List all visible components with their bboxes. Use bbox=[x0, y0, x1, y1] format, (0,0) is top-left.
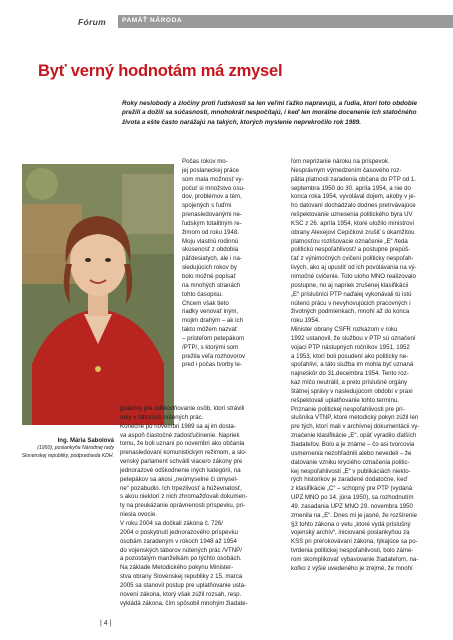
body-line: platnosťou rozlišovacie označenie „E“ /teda bbox=[291, 237, 408, 245]
body-line: rešpektovali uplatňovanie tohto termínu. bbox=[291, 396, 400, 404]
body-line: V roku 2004 sa dočkali zákona č. 726/ bbox=[120, 519, 223, 527]
body-column-right bbox=[291, 158, 447, 574]
body-line: z klasifikácie „C“ – schopný pre PTP (vydaná bbox=[291, 485, 413, 493]
body-line: Nesprávnym výmedzením časového roz- bbox=[291, 166, 402, 174]
body-line: usmernenia nezohľadnili alebo nevedeli – že bbox=[291, 449, 412, 457]
article-title: Byť verný hodnotám má zmysel bbox=[38, 62, 283, 80]
body-line: 49. zasadania UPZ MNO 29. novembra 1950 bbox=[291, 502, 413, 510]
body-line: kaz mlčo neutrálil, a preto príslušné orgány bbox=[291, 379, 408, 387]
body-line: tomu, že boli uznaní po novembri ako občania bbox=[120, 440, 245, 448]
article-lead: Roky neslobody a zločiny proti ľudskosti sa len veľmi ťažko napravujú, a ľudia, ktorí toto obdobie prežili a dožili sa súčasnosti, mnohokrát nespočítajú, i keď len morálne docenenie ich statočného života a ešte často narážajú na takých, ktorých myslenie neprekročilo rok 1989. bbox=[122, 100, 418, 126]
body-line: vojaci PTP nástupných ročníkov 1951, 1952 bbox=[291, 343, 410, 351]
body-line: pre tých, ktorí mali v archívnej dokumentácii vy- bbox=[291, 423, 420, 431]
body-line: §3 tohto zákona o vetu „ktoré vydá príslušný bbox=[291, 520, 411, 528]
body-line: ťať z výnimočných cvičení politicky nespoľah- bbox=[291, 255, 414, 263]
body-column-narrow bbox=[182, 158, 284, 370]
page-number: | 4 | bbox=[100, 620, 112, 627]
body-line: septembra 1950 do 30. apríla 1954, a nie do bbox=[291, 184, 411, 192]
body-line: stva obrany Slovenskej republiky z 15. marca bbox=[120, 573, 243, 581]
body-line: rom skomplikovať vybavovanie žiadateľom, na- bbox=[291, 555, 419, 563]
body-line: zmenila na „E“. Dnes mi je jasné, že rozšírenie bbox=[291, 511, 417, 519]
body-line: ne“ pozabudlo. Ich trpezlivosť a húževnatosť, bbox=[120, 484, 242, 492]
body-line: livých, ako aj upustiť od ich povolávania na vý- bbox=[291, 264, 417, 272]
body-line: počuť si množstvo osu- bbox=[182, 184, 245, 192]
body-line: osobám zaradeným v rokoch 1948 až 1954 bbox=[120, 537, 237, 545]
body-line: venský parlament schválil viacero zákony pre bbox=[120, 458, 243, 466]
body-line: 1992 ustanovil, že službou v PTP sú označení bbox=[291, 334, 416, 342]
body-line: a 1953, ktorí boli posudení ako politicky ne- bbox=[291, 352, 409, 360]
portrait-photo bbox=[22, 164, 174, 425]
body-line: s akou niektorí z nich zhromažďovali dokumen- bbox=[120, 493, 248, 501]
body-line: žimom od roku 1948. bbox=[182, 228, 239, 236]
body-line: KSS pri prerokovávaní zákona, týkajúce sa po- bbox=[291, 538, 418, 546]
body-line: rých historikov je zaradené dodatočne, keď bbox=[291, 476, 408, 484]
caption-name: Ing. Mária Sabolová bbox=[57, 438, 114, 444]
body-line: va aspoň čiastočné zadosťučinenie. Napriek bbox=[120, 431, 240, 439]
body-line: gislatívy pre odškodňovanie osôb, ktorí strávili bbox=[120, 405, 245, 412]
body-line: ty na preukázanie oprávnenosti príspevku, pri- bbox=[120, 502, 245, 510]
photo-caption bbox=[20, 437, 114, 460]
caption-role: (1950), poslankyňa Národnej rady Slovenskej republiky, podpredseda KDH. bbox=[21, 445, 114, 459]
body-line: Počas rokov mo- bbox=[182, 158, 228, 165]
body-line: do vojenských táborov nútených prác /VTNP/ bbox=[120, 546, 242, 554]
body-line: politickú nespoľahlivosť/ a postupne prepúš- bbox=[291, 246, 411, 254]
body-line: žiadateľov. Bolo a je známe – čo asi tvorcovia bbox=[291, 441, 415, 448]
body-line: 2005 sa stanovil postup pre uplatňovanie usta- bbox=[120, 581, 247, 589]
body-line: KSČ z 26. apríla 1954, ktoré uložilo ministrovi bbox=[291, 219, 414, 227]
body-line: ľom neprizanie nároku na príspevok. bbox=[291, 158, 390, 165]
portrait-illustration bbox=[22, 164, 174, 425]
body-line: štátnej správy v nasledujúcom období v praxi bbox=[291, 387, 413, 395]
body-line: Moju vlastnú rodinnú bbox=[182, 237, 239, 245]
body-line: Chcem však tieto bbox=[182, 299, 229, 307]
body-line: takto môžem nazvať bbox=[182, 326, 238, 334]
body-line: dov, problémov a tém, bbox=[182, 193, 242, 201]
body-line: roky v táboroch nútených prác. bbox=[120, 413, 204, 421]
body-line: konca roka 1954, vyvolával dojem, akoby v je- bbox=[291, 193, 416, 201]
body-line: jej poslaneckej práce bbox=[182, 166, 239, 174]
body-line: nútenú prácu v nevyhovujúcich pracovných i bbox=[291, 299, 411, 307]
body-line: mojim drahým – ak ich bbox=[182, 317, 243, 325]
body-line: nimočné cvičenie. Toto uloho MNO realizovalo bbox=[291, 272, 416, 280]
section-label: Fórum bbox=[78, 17, 106, 27]
body-line: slušníka VTNP, ktoré metodický pokyn zúžil len bbox=[291, 414, 419, 422]
body-line: a pozostalým manželkám po týchto osobách. bbox=[120, 555, 242, 563]
body-line: na mnohých stranách bbox=[182, 281, 241, 289]
body-line: spojených s ľuďmi bbox=[182, 202, 232, 210]
body-line: životných podmienkach, mnohí až do konca bbox=[291, 308, 410, 316]
body-line: riadky venovať iným, bbox=[182, 308, 239, 316]
header-tag: PAMÄŤ NÁRODA bbox=[122, 16, 183, 24]
body-line: tohto časopisu. bbox=[182, 290, 223, 298]
body-line: sledujúcich rokov by bbox=[182, 264, 237, 272]
body-line: novení zákona, ktorý však zúžil rozsah, resp. bbox=[120, 590, 242, 598]
body-line: prenasledovanými ne- bbox=[182, 211, 242, 219]
body-line: – pristeľom petepákom bbox=[182, 334, 245, 342]
body-line: vojenský archív“, iniciované poslankyňou za bbox=[291, 529, 410, 537]
body-line: UPZ MNO po 14. júna 1950), sa rozhodnutím bbox=[291, 494, 414, 502]
body-line: spoľahliví, a táto služba im mohla byť uznaná bbox=[291, 361, 414, 369]
body-line: Minister obrany ČSFR rozkazom v roku bbox=[291, 326, 398, 334]
body-line: skúsenosť z obdobia bbox=[182, 246, 239, 254]
body-line: som mala možnosť vy- bbox=[182, 175, 244, 183]
body-line: päťdesiatych, ale i na- bbox=[182, 255, 242, 263]
body-line: vykládá zákona, čím spôsobil mnohým žiadate- bbox=[120, 599, 248, 607]
body-line: koľko z výšie uvedeného je zrejmé, že mnohí bbox=[291, 564, 413, 572]
body-line: 2004 o poskytnutí jednorazového príspevku bbox=[120, 528, 238, 536]
body-line: Konečne po novembri 1989 sa aj im dosta- bbox=[120, 422, 236, 430]
body-line: prežila veľa rozhovorov bbox=[182, 352, 246, 360]
body-line: „E“ príslušníci PTP naďalej vykonávali tú istú bbox=[291, 290, 412, 298]
body-line: bolo možné popísať bbox=[182, 272, 236, 280]
body-line: ho datovaní dochádzalo dodnes pretrvávajúce bbox=[291, 202, 416, 210]
body-line: prenasledovaní komunistickým režimom, a slo- bbox=[120, 449, 247, 457]
body-line: tvrdenia politickej nespoľahlivosti, bolo záme- bbox=[291, 547, 414, 555]
body-line: ľudským totalitným re- bbox=[182, 219, 242, 227]
body-line: /PTP/, s ktorými som bbox=[182, 343, 239, 351]
body-line: jednorazové odškodnenie iných kategórií, na bbox=[120, 466, 241, 474]
body-line: roku 1954. bbox=[291, 317, 320, 325]
body-line: rešpektovanie uznesenia politického byra ÚV bbox=[291, 211, 413, 219]
body-line: značenie klasifikácie „E“, opäť vyradilo ďalších bbox=[291, 432, 417, 440]
body-line: pätia platnosti zaradenia občana do PTP od 1. bbox=[291, 175, 416, 183]
body-column-left bbox=[120, 405, 284, 608]
body-line: Na základe Metodického pokynu Minister- bbox=[120, 564, 234, 572]
body-line: obrany Alexejovi Čepičkovi zrušiť s okamžitou bbox=[291, 228, 415, 236]
body-line: petepákov sa akosi „neúmyselne či úmysel- bbox=[120, 475, 238, 483]
body-line: Priznanie politickej nespoľahlivosti pre prí- bbox=[291, 405, 405, 413]
body-line: postupne, no aj napriek zrušenej klasifikácii bbox=[291, 281, 409, 289]
body-line: najneskôr do 31.decembra 1954. Tento roz- bbox=[291, 370, 409, 378]
body-line: kej nespoľahlivosti „E“ v publikáciách niekto- bbox=[291, 467, 411, 475]
body-line: niesla ovocie. bbox=[120, 511, 157, 519]
body-line: pred i počas tvorby le- bbox=[182, 361, 242, 369]
body-line: datovanie vzniku kryciého označenia politic- bbox=[291, 458, 410, 466]
